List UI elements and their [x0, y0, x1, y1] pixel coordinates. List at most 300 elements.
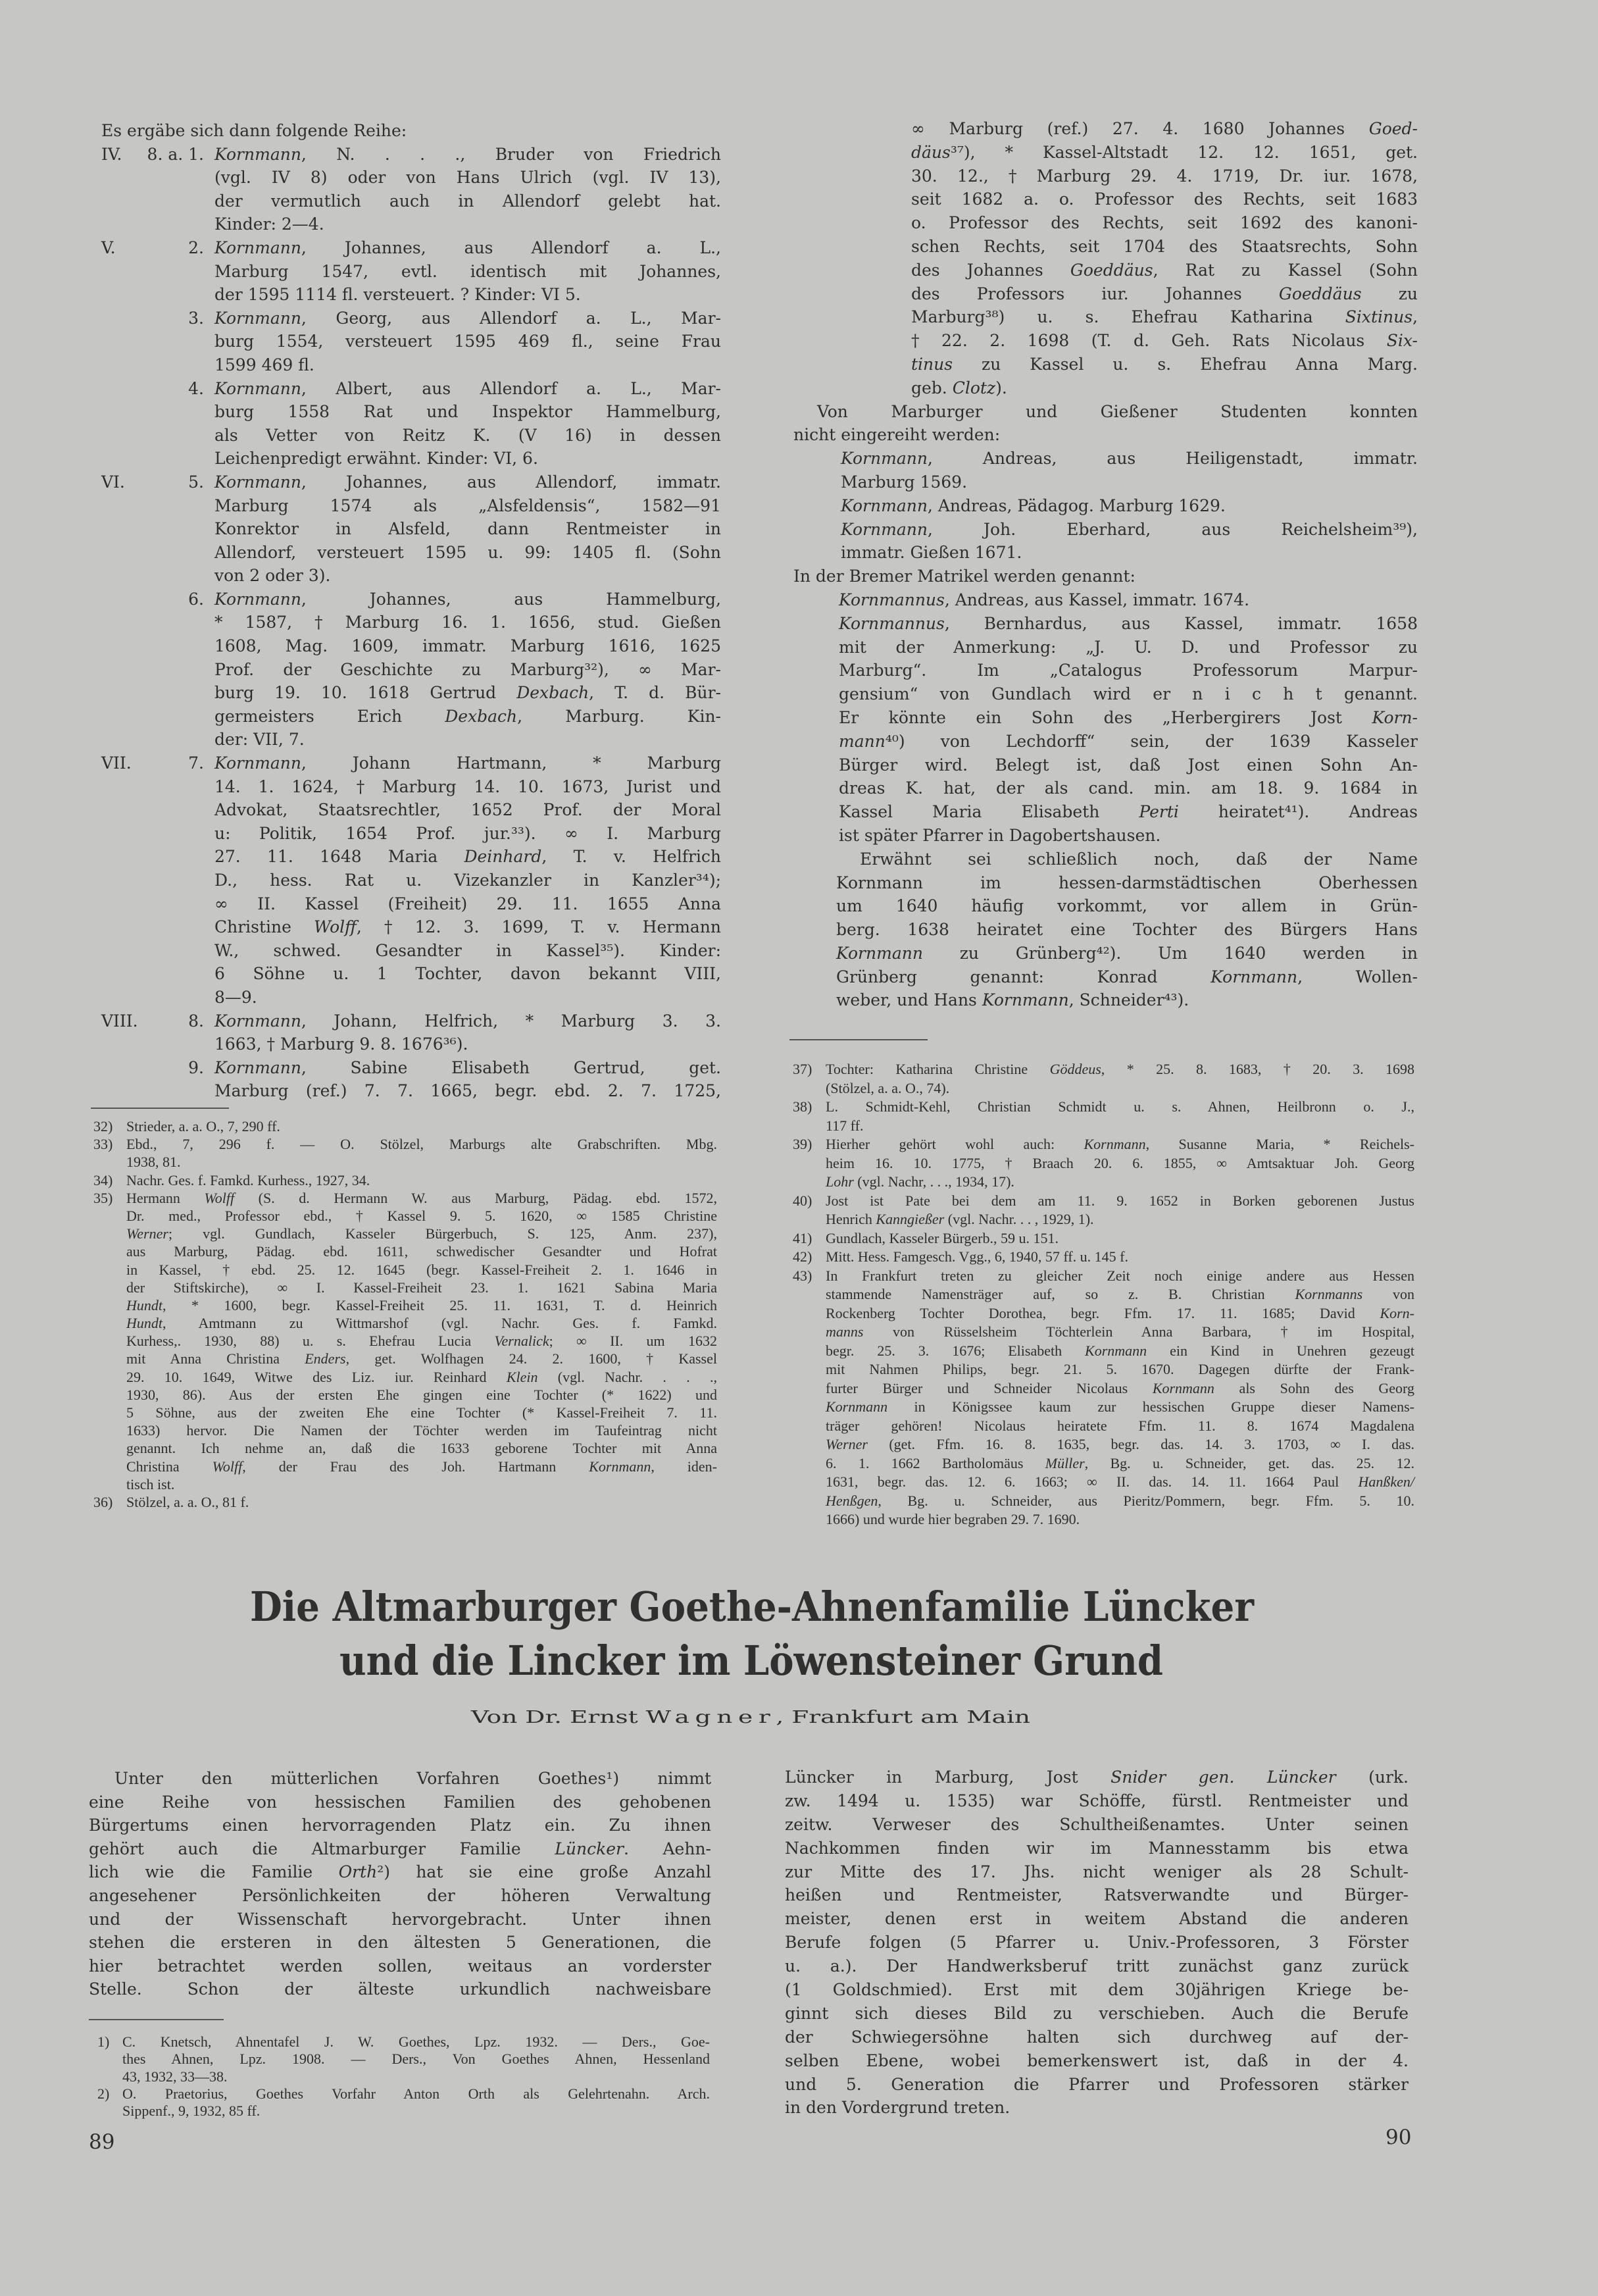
text-line — [826, 1492, 1414, 1511]
text-line — [785, 1860, 1409, 1884]
text-run: ³⁷), * Kassel-Altstadt 12. 12. 1651, get. — [950, 142, 1418, 162]
text-run: als Sohn des Georg — [1214, 1379, 1414, 1396]
text-run: immatr. Gießen 1671. — [841, 543, 1022, 563]
text-run: In der Bremer Matrikel werden genannt: — [793, 567, 1136, 586]
text-line — [839, 777, 1418, 800]
italic-name: Six- — [1386, 331, 1418, 351]
text-line — [841, 518, 1418, 542]
article-left-column — [89, 1767, 711, 2001]
text-run: , get. Wolfhagen 24. 2. 1600, † Kassel — [345, 1350, 717, 1367]
text-line — [188, 377, 721, 401]
text-run: burg 1558 Rat und Inspektor Hammelburg, — [214, 402, 721, 422]
text-run: eine Reihe von hessischen Familien des gehobenen — [89, 1792, 711, 1812]
line-text — [214, 915, 721, 939]
text-line — [89, 1767, 711, 1791]
text-run: Bürgertums einen hervorragenden Platz ein. Zu ihnen — [89, 1816, 711, 1835]
line-text — [126, 1350, 717, 1367]
text-run: ∞ II. Kassel (Freiheit) 29. 11. 1655 Anna — [214, 894, 721, 913]
italic-name: Kornmann — [214, 1058, 301, 1077]
line-text — [785, 2026, 1409, 2049]
line-text — [122, 2103, 260, 2120]
text-line — [93, 1189, 717, 1207]
line-text — [826, 1379, 1414, 1398]
line-text — [126, 1117, 280, 1135]
text-run: Er könnte ein Sohn des „Herbergirers Jost — [839, 707, 1372, 727]
article-right-column — [785, 1766, 1409, 2120]
student-list-item — [841, 518, 1418, 565]
line-text — [89, 1954, 711, 1978]
italic-name: Deinhard — [464, 847, 542, 867]
italic-name: Göddeus — [1049, 1061, 1101, 1077]
text-run: Kornmann im hessen-darmstädtischen Oberhessen — [836, 873, 1418, 892]
footnote-number: 36) — [93, 1493, 113, 1510]
text-run: Lüncker in Marburg, Jost — [785, 1768, 1111, 1787]
line-text — [826, 1342, 1414, 1361]
text-run: dreas K. hat, der als cand. min. am 18. 9. 1684 in — [839, 778, 1418, 798]
text-run: 5 Söhne, aus der zweiten Ehe eine Tochter (* Kassel-Freiheit 7. 11. — [126, 1404, 717, 1421]
text-line — [214, 564, 721, 588]
text-line — [785, 1883, 1409, 1907]
line-text — [911, 329, 1418, 353]
italic-name: Kornmann — [1084, 1136, 1146, 1152]
line-text — [911, 211, 1418, 235]
text-line — [911, 117, 1418, 141]
text-run: von Rüsselsheim Töchterlein Anna Barbara, † im Hospital, — [863, 1323, 1414, 1340]
text-line — [126, 1207, 717, 1225]
footnote — [793, 1060, 1414, 1098]
text-line — [839, 588, 1418, 612]
text-line — [214, 166, 721, 190]
text-line — [826, 1379, 1414, 1398]
text-run: und der Wissenschaft hervorgebracht. Unter ihnen — [89, 1909, 711, 1929]
text-run: O. Praetorius, Goethes Vorfahr Anton Orth als Gelehrtenahn. Arch. — [122, 2085, 710, 2102]
text-line — [93, 1493, 717, 1511]
italic-name: Kornmann — [982, 990, 1069, 1010]
text-run: 1599 469 fl. — [214, 355, 314, 374]
line-text — [841, 541, 1022, 565]
italic-name: Kornmann — [1152, 1379, 1214, 1396]
text-run: um 1640 häufig vorkommt, vor allem in Grün- — [836, 896, 1418, 916]
text-line — [841, 541, 1418, 565]
line-text — [89, 1860, 711, 1884]
text-run: , Bg. u. Schneider, get. das. 25. 12. — [1084, 1454, 1414, 1471]
text-run: in Königssee kaum zur hessischen Gruppe dieser Namens- — [887, 1398, 1414, 1415]
paragraph — [793, 400, 1418, 447]
text-run: hier betrachtet werden sollen, weitaus an vorderster — [89, 1956, 711, 1976]
line-text — [214, 1033, 468, 1056]
text-line — [214, 915, 721, 939]
text-line — [214, 611, 721, 634]
text-line — [826, 1173, 1414, 1192]
text-run: (vgl. IV 8) oder von Hans Ulrich (vgl. IV 13), — [214, 168, 721, 188]
text-run: Christine — [214, 917, 314, 937]
footnote-divider — [89, 2019, 224, 2020]
footnote-number: 40) — [793, 1192, 812, 1209]
text-run: o. Professor des Rechts, seit 1692 des kanoni- — [911, 213, 1418, 233]
footnote-number: 38) — [793, 1098, 812, 1115]
line-text — [214, 986, 257, 1009]
generation-label: VI. — [101, 472, 125, 492]
line-text — [214, 400, 721, 424]
text-run: zur Mitte des 17. Jhs. nicht weniger als 28 Schult- — [785, 1862, 1409, 1881]
text-run: Grünberg genannt: Konrad — [836, 967, 1211, 986]
line-text — [826, 1060, 1414, 1079]
text-line — [839, 800, 1418, 824]
text-run: burg 19. 10. 1618 Gertrud — [214, 683, 517, 703]
line-text — [826, 1098, 1414, 1117]
line-text — [126, 1475, 174, 1493]
text-line — [93, 1171, 717, 1189]
italic-name: Goed- — [1368, 119, 1418, 138]
line-text — [214, 541, 721, 565]
line-text — [911, 188, 1418, 211]
line-text — [826, 1417, 1414, 1436]
line-text — [911, 141, 1418, 165]
line-text — [126, 1153, 181, 1171]
line-text — [839, 777, 1418, 800]
author-name: Wagner — [645, 1708, 776, 1727]
line-text — [214, 283, 581, 307]
line-text — [89, 1837, 711, 1861]
article-footnotes — [97, 2033, 710, 2120]
italic-name: Klein — [506, 1368, 538, 1385]
text-line — [122, 2103, 710, 2120]
text-run: seit 1682 a. o. Professor des Rechts, seit 1683 — [911, 190, 1418, 209]
text-run: Mitt. Hess. Famgesch. Vgg., 6, 1940, 57 ff. u. 145 f. — [826, 1248, 1128, 1265]
line-text — [126, 1314, 717, 1332]
genealogy-entry — [188, 588, 722, 752]
text-run: Stölzel, a. a. O., 81 f. — [126, 1493, 249, 1510]
line-text — [860, 848, 1418, 871]
paragraph — [793, 565, 1418, 588]
line-text — [214, 166, 721, 190]
line-text — [785, 1907, 1409, 1931]
text-run: ). — [995, 378, 1007, 397]
line-text — [214, 681, 721, 705]
article-title-text: Die Altmarburger Goethe-Ahnenfamilie Lüncker — [250, 1583, 1254, 1631]
line-text — [839, 636, 1418, 659]
text-run: tisch ist. — [126, 1475, 175, 1492]
genealogy-entry — [101, 143, 721, 236]
italic-name: Kornmann — [826, 1398, 888, 1415]
line-text — [214, 330, 721, 353]
entry-continuation — [911, 117, 1418, 400]
text-line — [793, 1060, 1414, 1079]
text-line — [911, 141, 1418, 165]
text-line — [911, 211, 1418, 235]
text-run: , T. v. Helfrich — [541, 847, 721, 867]
line-text — [214, 190, 721, 213]
text-run: lich wie die Familie — [89, 1862, 339, 1882]
text-run: , — [1412, 307, 1418, 327]
italic-name: Hundt — [126, 1315, 162, 1332]
line-text — [826, 1398, 1414, 1417]
text-run: , Bernhardus, aus Kassel, immatr. 1658 — [944, 613, 1418, 633]
footnote-number: 1) — [97, 2033, 110, 2050]
line-text — [839, 659, 1418, 682]
text-line — [826, 1454, 1414, 1473]
genealogy-entry — [188, 1056, 721, 1103]
line-text — [826, 1154, 1414, 1173]
entry-number: 7. — [188, 753, 204, 773]
line-text — [841, 471, 967, 494]
text-run: , Albert, aus Allendorf a. L., Mar- — [301, 378, 721, 398]
entry-number: 8. — [188, 1011, 204, 1031]
italic-name: Wolff — [212, 1458, 243, 1475]
line-text — [836, 988, 1189, 1012]
text-run: C. Knetsch, Ahnentafel J. W. Goethes, Lpz. 1932. — Ders., Goe- — [122, 2033, 710, 2050]
line-text — [836, 894, 1418, 918]
text-run: Allendorf, versteuert 1595 u. 99: 1405 fl. (Sohn — [214, 542, 721, 562]
text-line — [785, 1978, 1409, 2002]
text-line — [214, 798, 721, 822]
text-run: thes Ahnen, Lpz. 1908. — Ders., Von Goethes Ahnen, Hessenland — [122, 2051, 710, 2068]
line-text — [126, 1261, 717, 1279]
text-line — [839, 730, 1418, 753]
text-run: berg. 1638 heiratet eine Tochter des Bürgers Hans — [836, 920, 1418, 940]
line-text — [214, 564, 330, 588]
line-text — [122, 2051, 710, 2068]
italic-name: Korn- — [1372, 707, 1418, 727]
line-text — [214, 658, 721, 682]
footnote-number: 34) — [93, 1171, 113, 1188]
line-text — [214, 517, 721, 541]
generation-label: V. — [101, 238, 116, 257]
text-line — [126, 1225, 717, 1242]
text-run: genannt. Ich nehme an, daß die 1633 geborene Tochter mit Anna — [126, 1440, 717, 1457]
line-text — [101, 119, 407, 143]
text-run: Marburg 1547, evtl. identisch mit Johannes, — [214, 261, 721, 281]
line-text — [826, 1473, 1414, 1492]
text-run: Leichenpredigt erwähnt. Kinder: VI, 6. — [214, 449, 538, 469]
footnote — [93, 1117, 717, 1135]
text-run: ist später Pfarrer in Dagobertshausen. — [839, 825, 1161, 845]
text-run: † 22. 2. 1698 (T. d. Geh. Rats Nicolaus — [911, 331, 1387, 351]
line-text — [826, 1229, 1059, 1248]
byline-prefix: Von Dr. Ernst — [471, 1708, 646, 1727]
line-text — [785, 2002, 1409, 2026]
text-line — [785, 2026, 1409, 2049]
text-run: Kurhess,. 1930, 88) u. s. Ehefrau Lucia — [126, 1333, 495, 1350]
line-text — [214, 752, 721, 775]
line-text — [126, 1225, 717, 1242]
line-text — [826, 1304, 1414, 1323]
text-line — [126, 1296, 717, 1314]
genealogy-entry — [188, 377, 721, 471]
line-text — [785, 1789, 1409, 1813]
footnote — [93, 1189, 718, 1493]
text-line — [126, 1279, 717, 1296]
text-run: stehen die ersteren in den ältesten 5 Generationen, die — [89, 1933, 711, 1952]
text-run: Bürger wird. Belegt ist, daß Jost einen Sohn An- — [839, 755, 1418, 775]
text-run: , Johannes, aus Hammelburg, — [301, 589, 721, 609]
line-text — [785, 1766, 1409, 1789]
text-line — [836, 848, 1418, 871]
text-run: 27. 11. 1648 Maria — [214, 847, 464, 867]
text-run: selben Ebene, wobei bemerkenswert ist, daß in der 4. — [785, 2051, 1409, 2070]
text-run: der: VII, 7. — [214, 730, 305, 750]
text-run: der Stiftskirche), ∞ I. Kassel-Freiheit 23. 1. 1621 Sabina Maria — [126, 1279, 717, 1296]
text-run: Jost ist Pate bei dem am 11. 9. 1652 in Borken geborenen Justus — [826, 1192, 1414, 1209]
text-run: der vermutlich auch in Allendorf gelebt hat. — [214, 191, 721, 211]
line-text — [785, 1813, 1409, 1837]
text-run: . Aehn- — [623, 1839, 711, 1858]
line-text — [839, 612, 1418, 636]
text-run: weber, und Hans — [836, 990, 982, 1010]
text-line — [126, 1368, 717, 1386]
italic-name: Kornmann — [589, 1458, 651, 1475]
text-run: Hermann — [126, 1189, 205, 1206]
text-run: , Amtmann zu Wittmarshof (vgl. Nachr. Ges. f. Famkd. — [162, 1315, 717, 1332]
text-run: In Frankfurt treten zu gleicher Zeit noch einige andere aus Hessen — [826, 1267, 1414, 1284]
line-text — [826, 1173, 1014, 1192]
line-text — [214, 377, 721, 401]
text-line — [836, 988, 1418, 1012]
line-text — [841, 518, 1418, 542]
text-line — [214, 962, 721, 986]
text-run: , Sabine Elisabeth Gertrud, get. — [301, 1058, 721, 1077]
text-line — [89, 1814, 711, 1837]
text-run: (Stölzel, a. a. O., 74). — [826, 1079, 950, 1096]
line-text — [826, 1117, 863, 1136]
text-run: , N. . . ., Bruder von Friedrich — [301, 144, 721, 164]
line-text — [122, 2033, 710, 2051]
line-text — [214, 845, 721, 869]
line-text — [114, 1767, 711, 1791]
text-line — [793, 1229, 1414, 1248]
text-run: heiratet⁴¹). Andreas — [1178, 802, 1418, 822]
footnote-number: 33) — [93, 1136, 113, 1153]
line-text — [89, 1908, 711, 1931]
text-line — [785, 2049, 1409, 2073]
line-text — [126, 1458, 717, 1475]
line-text — [214, 869, 721, 892]
footnote — [97, 2085, 710, 2120]
text-line — [785, 2002, 1409, 2026]
text-run: , Rat zu Kassel (Sohn — [1153, 260, 1418, 280]
footnote — [793, 1098, 1414, 1135]
text-line — [126, 1350, 717, 1367]
paragraph — [89, 1767, 711, 2001]
line-text — [214, 634, 721, 658]
text-run: 6. 1. 1662 Bartholomäus — [826, 1454, 1045, 1471]
text-line — [214, 681, 721, 705]
text-run: Dr. med., Professor ebd., † Kassel 9. 5. 1620, ∞ 1585 Christine — [126, 1207, 717, 1224]
text-run: , T. d. Bür- — [589, 683, 722, 703]
line-text — [214, 213, 324, 236]
line-text — [214, 447, 538, 471]
line-text — [826, 1079, 949, 1098]
text-run: , Johannes, aus Allendorf a. L., — [301, 238, 721, 257]
text-run: in Kassel, † ebd. 25. 12. 1645 (begr. Kassel-Freiheit 2. 1. 1646 in — [126, 1261, 717, 1278]
line-text — [911, 282, 1418, 306]
line-text — [126, 1279, 717, 1296]
text-line — [839, 636, 1418, 659]
line-text — [126, 1171, 370, 1189]
generation-label: VII. — [101, 753, 132, 773]
italic-name: Kornmann — [214, 378, 301, 398]
italic-name: Kornmann — [841, 449, 928, 469]
text-line — [101, 1009, 721, 1033]
line-text — [89, 1977, 711, 2001]
text-line — [214, 1079, 721, 1103]
text-line — [785, 1931, 1409, 1954]
text-run: ; ∞ II. um 1632 — [549, 1333, 717, 1350]
text-run: gehört auch die Altmarburger Familie — [89, 1839, 555, 1858]
text-run: ⁴⁰) von Lechdorff“ sein, der 1639 Kasseler — [885, 731, 1418, 751]
line-text — [126, 1242, 717, 1260]
line-text — [126, 1368, 717, 1386]
text-line — [101, 236, 721, 260]
text-run: zu Kassel u. s. Ehefrau Anna Marg. — [953, 354, 1418, 374]
line-text — [89, 1931, 711, 1954]
line-text — [214, 728, 305, 752]
footnote-number: 43) — [793, 1267, 812, 1284]
text-run: ginnt sich dieses Bild zu verschieben. Auch die Berufe — [785, 2003, 1409, 2023]
line-text — [911, 259, 1418, 282]
text-run: gensium“ von Gundlach wird er n i c h t genannt. — [839, 684, 1418, 704]
line-text — [826, 1435, 1414, 1454]
text-run: heim 16. 10. 1775, † Braach 20. 6. 1855, ∞ Amtsaktuar Joh. Georg — [826, 1154, 1414, 1171]
line-text — [785, 2073, 1409, 2097]
italic-name: Kornmann — [841, 519, 928, 539]
text-run: , Georg, aus Allendorf a. L., Mar- — [301, 308, 721, 328]
line-text — [214, 260, 721, 284]
text-line — [122, 2051, 710, 2068]
text-run: Gundlach, Kasseler Bürgerb., 59 u. 151. — [826, 1229, 1059, 1246]
text-run: , Andreas, aus Kassel, immatr. 1674. — [944, 590, 1250, 609]
italic-name: Goeddäus — [1070, 260, 1153, 280]
line-text — [214, 962, 721, 986]
text-run: 1663, † Marburg 9. 8. 1676³⁶). — [214, 1034, 468, 1054]
entry-number: 4. — [188, 378, 204, 398]
text-line — [836, 894, 1418, 918]
text-line — [839, 612, 1418, 636]
text-run: von — [1362, 1286, 1414, 1302]
italic-name: Clotz — [952, 378, 996, 397]
text-line — [101, 143, 721, 166]
text-run: geb. — [911, 378, 953, 397]
line-text — [89, 1791, 711, 1814]
text-line — [839, 753, 1418, 777]
text-line — [793, 400, 1418, 424]
text-run: W., schwed. Gesandter in Kassel³⁵). Kinder: — [214, 940, 721, 960]
text-line — [836, 965, 1418, 989]
line-text — [836, 965, 1418, 989]
italic-name: Lohr — [826, 1173, 854, 1190]
text-run: Henrich — [826, 1211, 876, 1227]
line-text — [214, 353, 314, 377]
text-run: Sippenf., 9, 1932, 85 ff. — [122, 2103, 261, 2120]
text-run: 30. 12., † Marburg 29. 4. 1719, Dr. iur. 1678, — [911, 166, 1418, 186]
line-text — [826, 1454, 1414, 1473]
italic-name: Dexbach — [445, 706, 518, 726]
text-run: , der Frau des Joh. Hartmann — [242, 1458, 589, 1475]
text-line — [214, 353, 721, 377]
line-text — [89, 1884, 711, 1908]
bremen-list-item — [839, 588, 1418, 612]
text-run: Nachkommen finden wir im Mannesstamm bis etwa — [785, 1838, 1409, 1858]
text-run: Advokat, Staatsrechtler, 1652 Prof. der Moral — [214, 800, 721, 820]
text-line — [89, 1837, 711, 1861]
line-text — [911, 117, 1418, 141]
footnote — [793, 1229, 1414, 1248]
text-line — [841, 471, 1418, 494]
text-run: Ebd., 7, 296 f. — O. Stölzel, Marburgs alte Grabschriften. Mbg. — [126, 1136, 717, 1153]
line-text — [911, 353, 1418, 376]
text-run: u. a.). Der Handwerksberuf tritt zunächst ganz zurück — [785, 1956, 1409, 1976]
footnote — [793, 1192, 1414, 1229]
